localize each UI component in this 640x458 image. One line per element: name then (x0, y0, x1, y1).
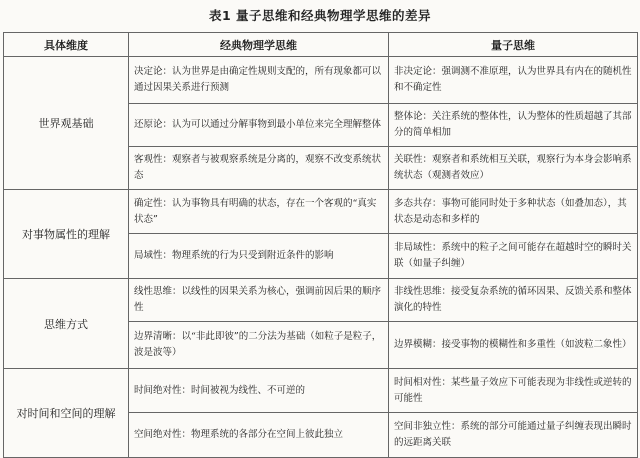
dimension-cell: 对时间和空间的理解 (4, 369, 129, 458)
comparison-table (3, 32, 638, 458)
classical-cell: 时间绝对性：时间被视为线性、不可逆的 (129, 369, 389, 413)
dimension-cell: 对事物属性的理解 (4, 190, 129, 279)
header-row (4, 33, 638, 57)
table-title: 表1 量子思维和经典物理学思维的差异 (208, 8, 432, 23)
quantum-cell: 空间非独立性：系统的部分可能通过量子纠缠表现出瞬时的远距离关联 (389, 413, 638, 458)
classical-cell: 线性思维：以线性的因果关系为核心，强调前因后果的顺序性 (129, 279, 389, 322)
header-quantum: 量子思维 (389, 33, 638, 57)
quantum-cell: 时间相对性：某些量子效应下可能表现为非线性或逆转的可能性 (389, 369, 638, 413)
header-dimension: 具体维度 (4, 33, 129, 57)
dimension-cell: 思维方式 (4, 279, 129, 369)
table-row (4, 279, 638, 322)
table-row (4, 369, 638, 413)
quantum-cell: 多态共存：事物可能同时处于多种状态（如叠加态），其状态是动态和多样的 (389, 190, 638, 234)
quantum-cell: 边界模糊：接受事物的模糊性和多重性（如波粒二象性） (389, 322, 638, 369)
table-row (4, 190, 638, 234)
quantum-cell: 关联性：观察者和系统相互关联，观察行为本身会影响系统状态（观测者效应） (389, 147, 638, 190)
classical-cell: 还原论：认为可以通过分解事物到最小单位来完全理解整体 (129, 104, 389, 147)
classical-cell: 决定论：认为世界是由确定性规则支配的，所有现象都可以通过因果关系进行预测 (129, 57, 389, 104)
table-row (4, 57, 638, 104)
header-classical: 经典物理学思维 (129, 33, 389, 57)
quantum-cell: 整体论：关注系统的整体性，认为整体的性质超越了其部分的简单相加 (389, 104, 638, 147)
classical-cell: 局域性：物理系统的行为只受到附近条件的影响 (129, 234, 389, 279)
classical-cell: 空间绝对性：物理系统的各部分在空间上彼此独立 (129, 413, 389, 458)
dimension-cell: 世界观基础 (4, 57, 129, 190)
quantum-cell: 非线性思维：接受复杂系统的循环因果、反馈关系和整体演化的特性 (389, 279, 638, 322)
quantum-cell: 非决定论：强调测不准原理，认为世界具有内在的随机性和不确定性 (389, 57, 638, 104)
classical-cell: 客观性：观察者与被观察系统是分离的，观察不改变系统状态 (129, 147, 389, 190)
classical-cell: 边界清晰：以“非此即彼”的二分法为基础（如粒子是粒子，波是波等） (129, 322, 389, 369)
classical-cell: 确定性：认为事物具有明确的状态，存在一个客观的“真实状态” (129, 190, 389, 234)
quantum-cell: 非局域性：系统中的粒子之间可能存在超越时空的瞬时关联（如量子纠缠） (389, 234, 638, 279)
